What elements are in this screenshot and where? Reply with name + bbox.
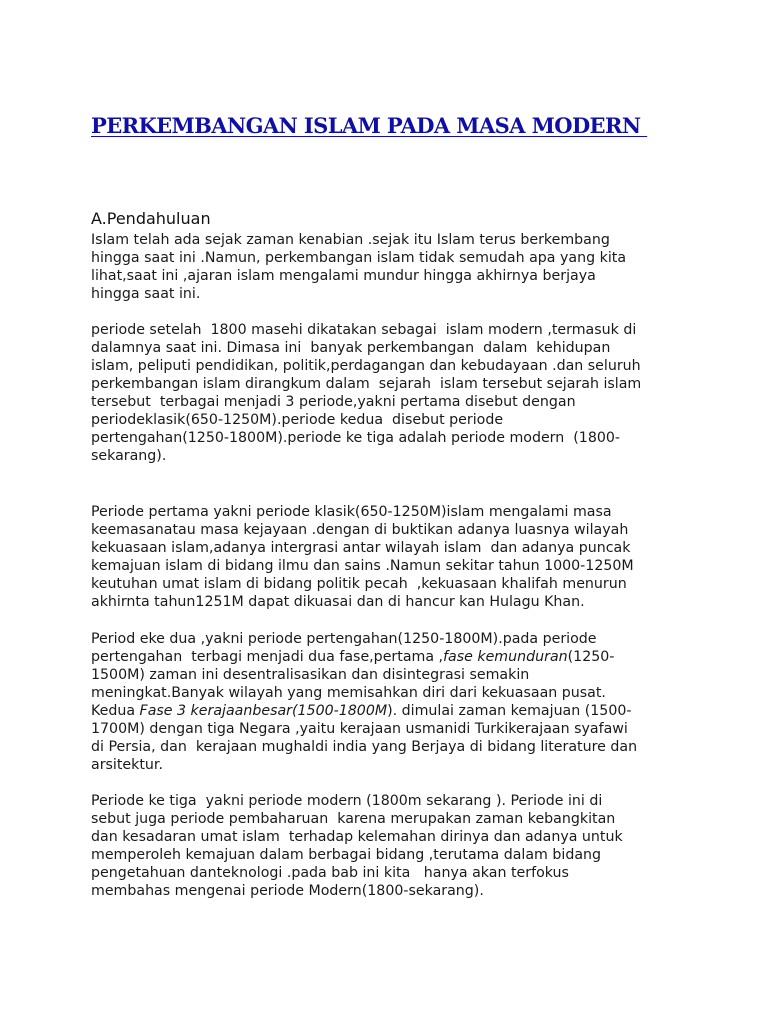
paragraph-classical — [91, 503, 691, 611]
text-line: perkembangan islam dirangkum dalam sejarah islam tersebut sejarah islam — [91, 376, 642, 392]
text-line: memperoleh kemajuan dalam berbagai bidang ,terutama dalam bidang — [91, 847, 602, 863]
text-line: periodeklasik(650-1250M).periode kedua disebut periode — [91, 412, 504, 428]
text-line: arsitektur. — [91, 757, 163, 773]
text-line: hingga saat ini. — [91, 286, 201, 302]
text-line: membahas mengenai periode Modern(1800-sekarang). — [91, 883, 484, 899]
text-line: islam, peliputi pendidikan, politik,perdagangan dan kebudayaan .dan seluruh — [91, 358, 641, 374]
text-line: akhirnta tahun1251M dapat dikuasai dan di hancur kan Hulagu Khan. — [91, 594, 585, 610]
text-line: 1700M) dengan tiga Negara ,yaitu kerajaan usmanidi Turkikerajaan syafawi — [91, 721, 628, 737]
document-title: PERKEMBANGAN ISLAM PADA MASA MODERN — [91, 113, 648, 138]
text-line: keemasanatau masa kejayaan .dengan di buktikan adanya luasnya wilayah — [91, 522, 629, 538]
text-line: hingga saat ini .Namun, perkembangan islam tidak semudah apa yang kita — [91, 250, 627, 266]
text-line: meningkat.Banyak wilayah yang memisahkan diri dari kekuasaan pusat. — [91, 685, 606, 701]
text-line — [91, 702, 691, 720]
text-line: dalamnya saat ini. Dimasa ini banyak perkembangan dalam kehidupan — [91, 340, 611, 356]
text-line: Period eke dua ,yakni periode pertengahan(1250-1800M).pada periode — [91, 631, 597, 647]
text-line: lihat,saat ini ,ajaran islam mengalami mundur hingga akhirnya berjaya — [91, 268, 596, 284]
text-line: kekuasaan islam,adanya intergrasi antar wilayah islam dan adanya puncak — [91, 540, 631, 556]
paragraph-modern — [91, 792, 691, 900]
section-heading: A.Pendahuluan — [91, 209, 211, 228]
text-line: Periode pertama yakni periode klasik(650-1250M)islam mengalami masa — [91, 504, 612, 520]
text-line: Periode ke tiga yakni periode modern (1800m sekarang ). Periode ini di — [91, 793, 603, 809]
document-body — [91, 209, 691, 900]
text-run: ). dimulai zaman kemajuan (1500- — [387, 703, 632, 719]
paragraph-periods — [91, 321, 691, 465]
text-run: pertengahan terbagi menjadi dua fase,pertama , — [91, 649, 444, 665]
text-line: pengetahuan danteknologi .pada bab ini kita hanya akan terfokus — [91, 865, 569, 881]
text-run: Kedua — [91, 703, 140, 719]
text-run: (1250- — [567, 649, 615, 665]
text-line: di Persia, dan kerajaan mughaldi india yang Berjaya di bidang literature dan — [91, 739, 638, 755]
paragraph-intro — [91, 231, 691, 303]
text-line — [91, 648, 691, 666]
italic-term: Fase 3 kerajaanbesar(1500-1800M — [139, 703, 388, 719]
text-line: tersebut terbagai menjadi 3 periode,yakni pertama disebut dengan — [91, 394, 576, 410]
text-line: periode setelah 1800 masehi dikatakan sebagai islam modern ,termasuk di — [91, 322, 637, 338]
italic-term: fase kemunduran — [443, 649, 568, 665]
text-line: sebut juga periode pembaharuan karena merupakan zaman kebangkitan — [91, 811, 616, 827]
paragraph-middle — [91, 630, 691, 774]
text-line: 1500M) zaman ini desentralisasikan dan disintegrasi semakin — [91, 667, 530, 683]
text-line: dan kesadaran umat islam terhadap kelemahan dirinya dan adanya untuk — [91, 829, 623, 845]
text-line: Islam telah ada sejak zaman kenabian .sejak itu Islam terus berkembang — [91, 232, 610, 248]
text-line: pertengahan(1250-1800M).periode ke tiga adalah periode modern (1800- — [91, 430, 621, 446]
text-line: sekarang). — [91, 448, 167, 464]
text-line: kemajuan islam di bidang ilmu dan sains .Namun sekitar tahun 1000-1250M — [91, 558, 634, 574]
text-line: keutuhan umat islam di bidang politik pecah ,kekuasaan khalifah menurun — [91, 576, 627, 592]
